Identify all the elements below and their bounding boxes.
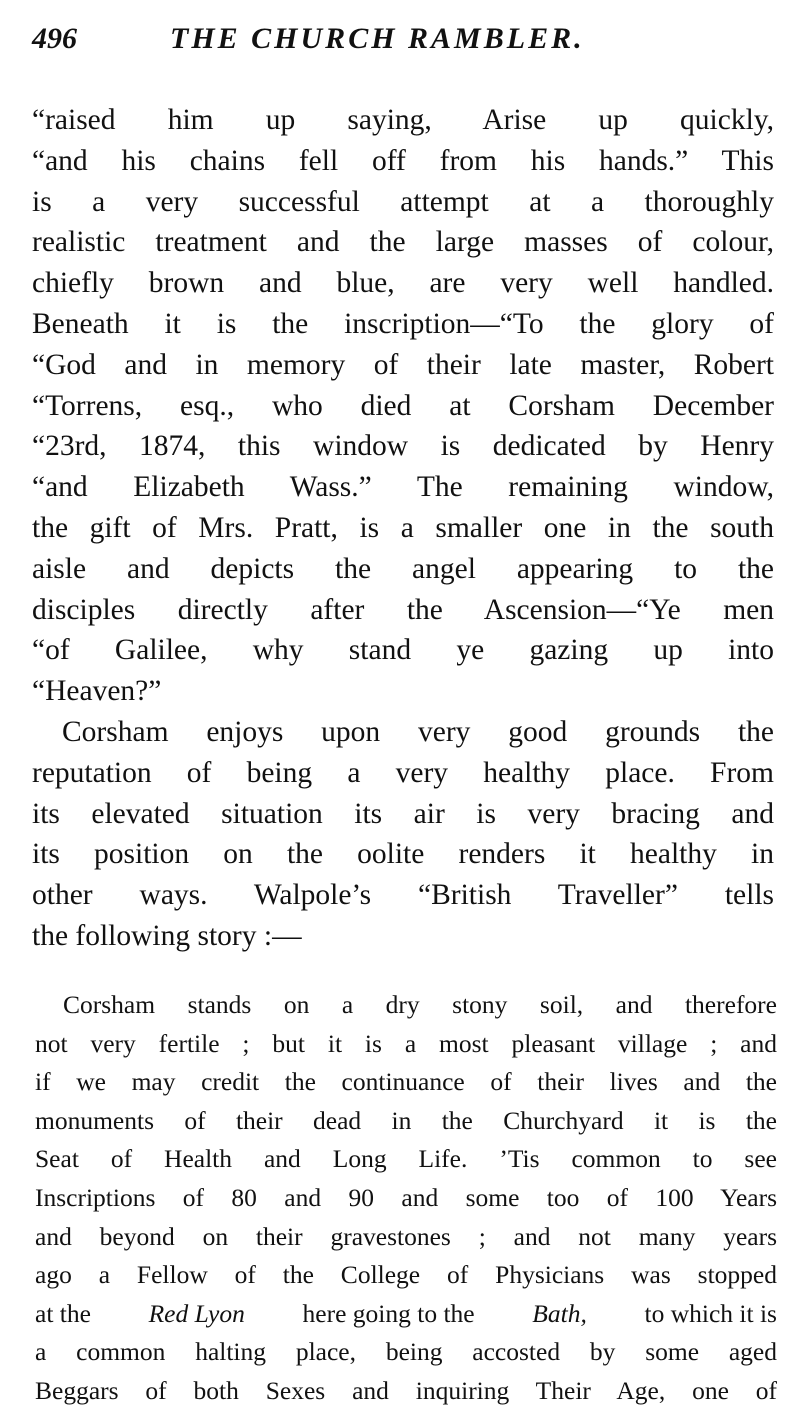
text-line: other ways. Walpole’s “British Traveller” tells <box>32 879 774 912</box>
quote-line-part: here going to the <box>296 1298 481 1328</box>
quote-line: Seat of Health and Long Life. ’Tis common to see <box>35 1144 777 1174</box>
text-line: the following story :— <box>32 919 302 952</box>
text-line: “of Galilee, why stand ye gazing up into <box>32 634 774 667</box>
quote-line: ago a Fellow of the College of Physicians was stopped <box>35 1260 777 1290</box>
page-header <box>32 14 774 62</box>
page-number: 496 <box>32 22 77 55</box>
text-line: the gift of Mrs. Pratt, is a smaller one in the south <box>32 511 774 544</box>
block-quotation <box>35 986 777 1411</box>
quote-line: monuments of their dead in the Churchyard it is the <box>35 1105 777 1135</box>
text-line: “and his chains fell off from his hands.” This <box>32 144 774 177</box>
quote-line-part: to which it is <box>638 1298 777 1328</box>
text-line: its elevated situation its air is very bracing and <box>32 797 774 830</box>
text-line: its position on the oolite renders it healthy in <box>32 838 774 871</box>
italic-place-name: Bath, <box>532 1298 587 1328</box>
text-line: aisle and depicts the angel appearing to the <box>32 552 774 585</box>
text-line: “23rd, 1874, this window is dedicated by Henry <box>32 430 774 463</box>
quote-line <box>35 1295 777 1334</box>
running-title: THE CHURCH RAMBLER. <box>170 22 585 55</box>
text-line: “Heaven?” <box>32 675 162 708</box>
text-line: “God and in memory of their late master, Robert <box>32 348 774 381</box>
text-line: is a very successful attempt at a thoroughly <box>32 185 774 218</box>
text-line: “Torrens, esq., who died at Corsham December <box>32 389 774 422</box>
italic-place-name: Red Lyon <box>148 1298 245 1328</box>
quote-line: if we may credit the continuance of their lives and the <box>35 1067 777 1097</box>
quote-line: a common halting place, being accosted by some aged <box>35 1337 777 1367</box>
body-text <box>32 100 774 957</box>
text-line: “and Elizabeth Wass.” The remaining window, <box>32 471 774 504</box>
quote-line: Corsham stands on a dry stony soil, and therefore <box>63 990 777 1019</box>
text-line: Beneath it is the inscription—“To the glory of <box>32 307 774 340</box>
quote-line: and beyond on their gravestones ; and not many years <box>35 1221 777 1251</box>
text-line: reputation of being a very healthy place. From <box>32 756 774 789</box>
text-line: “raised him up saying, Arise up quickly, <box>32 104 774 136</box>
quote-line: Beggars of both Sexes and inquiring Their Age, one of <box>35 1375 777 1405</box>
text-line: realistic treatment and the large masses of colour, <box>32 226 774 259</box>
text-line: chiefly brown and blue, are very well handled. <box>32 267 774 300</box>
quote-line: not very fertile ; but it is a most pleasant village ; and <box>35 1028 777 1058</box>
quote-line: Inscriptions of 80 and 90 and some too of 100 Years <box>35 1182 777 1212</box>
paragraph-start-line: Corsham enjoys upon very good grounds the <box>62 715 774 748</box>
quote-line-part: at the <box>35 1298 98 1328</box>
text-line: disciples directly after the Ascension—“Ye men <box>32 593 774 626</box>
